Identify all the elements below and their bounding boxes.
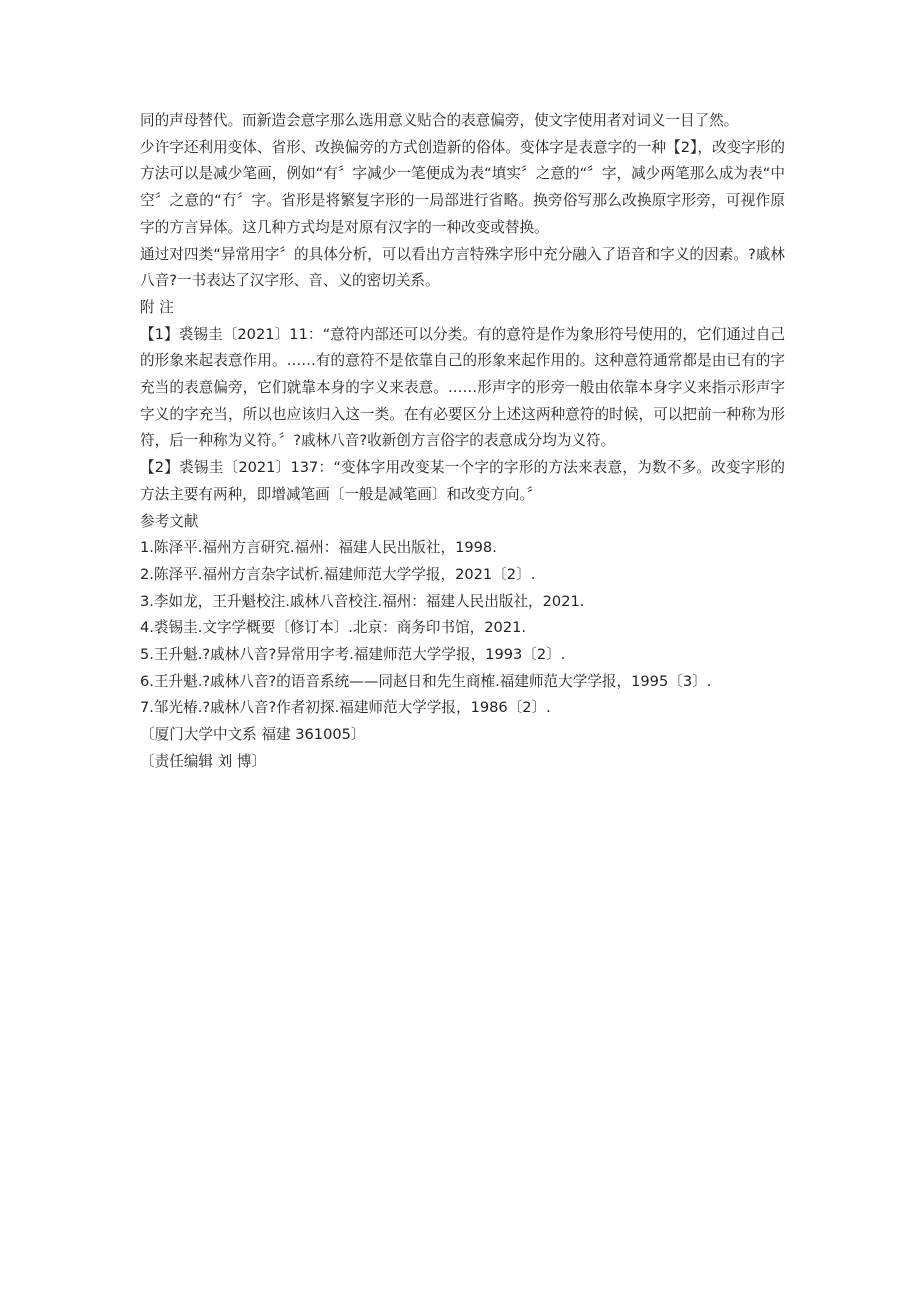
reference-item: 1.陈泽平.福州方言研究.福州：福建人民出版社，1998. xyxy=(140,539,497,557)
responsible-editor: 〔责任编辑 刘 博〕 xyxy=(140,752,267,770)
body-paragraph-2: 少许字还利用变体、省形、改换偏旁的方式创造新的俗体。变体字是表意字的一种【2】，改变字形的方法可以是减少笔画，例如“有〞字减少一笔便成为表“填实〞之意的“〞字，减少两笔那么成为表“中空〞之意的“冇〞字。省形是将繁复字形的一局部进行省略。换旁俗写那么改换原字形旁，可视作原字的方言异体。这几种方式均是对原有汉字的一种改变或替换。 xyxy=(140,138,785,236)
reference-item: 4.裘锡圭.文字学概要〔修订本〕.北京：商务印书馆，2021. xyxy=(140,619,527,637)
body-paragraph-3: 通过对四类“异常用字〞的具体分析，可以看出方言特殊字形中充分融入了语音和字义的因素。?戚林八音?一书表达了汉字形、音、义的密切关系。 xyxy=(140,245,785,290)
author-affiliation: 〔厦门大学中文系 福建 361005〕 xyxy=(140,726,366,744)
note-item-2: 【2】裘锡圭〔2021〕137：“变体字用改变某一个字的字形的方法来表意，为数不多。改变字形的方法主要有两种，即增减笔画〔一般是减笔画〕和改变方向。〞 xyxy=(140,459,785,503)
reference-item: 5.王升魁.?戚林八音?异常用字考.福建师范大学学报，1993〔2〕. xyxy=(140,646,566,664)
document-page xyxy=(140,108,785,776)
reference-item: 6.王升魁.?戚林八音?的语音系统——同赵日和先生商榷.福建师范大学学报，1995〔3〕. xyxy=(140,672,712,690)
note-item-1: 【1】裘锡圭〔2021〕11：“意符内部还可以分类。有的意符是作为象形符号使用的，它们通过自己的形象来起表意作用。……有的意符不是依靠自己的形象来起作用的。这种意符通常都是由已有的字充当的表意偏旁，它们就靠本身的字义来表意。……形声字的形旁一般由依靠本身字义来指示形声字字义的字充当，所以也应该归入这一类。在有必要区分上述这两种意符的时候，可以把前一种称为形符，后一种称为义符。〞?戚林八音?收新创方言俗字的表意成分均为义符。 xyxy=(140,325,785,450)
reference-item: 7.邹光椿.?戚林八音?作者初探.福建师范大学学报，1986〔2〕. xyxy=(140,699,551,717)
body-paragraph-1: 同的声母替代。而新造会意字那么选用意义贴合的表意偏旁，使文字使用者对词义一目了然。 xyxy=(140,112,739,129)
notes-heading: 附 注 xyxy=(140,298,174,316)
reference-item: 3.李如龙，王升魁校注.戚林八音校注.福州：福建人民出版社，2021. xyxy=(140,592,585,610)
references-heading: 参考文献 xyxy=(140,512,199,530)
references-list xyxy=(140,535,785,722)
reference-item: 2.陈泽平.福州方言杂字试析.福建师范大学学报，2021〔2〕. xyxy=(140,565,536,583)
